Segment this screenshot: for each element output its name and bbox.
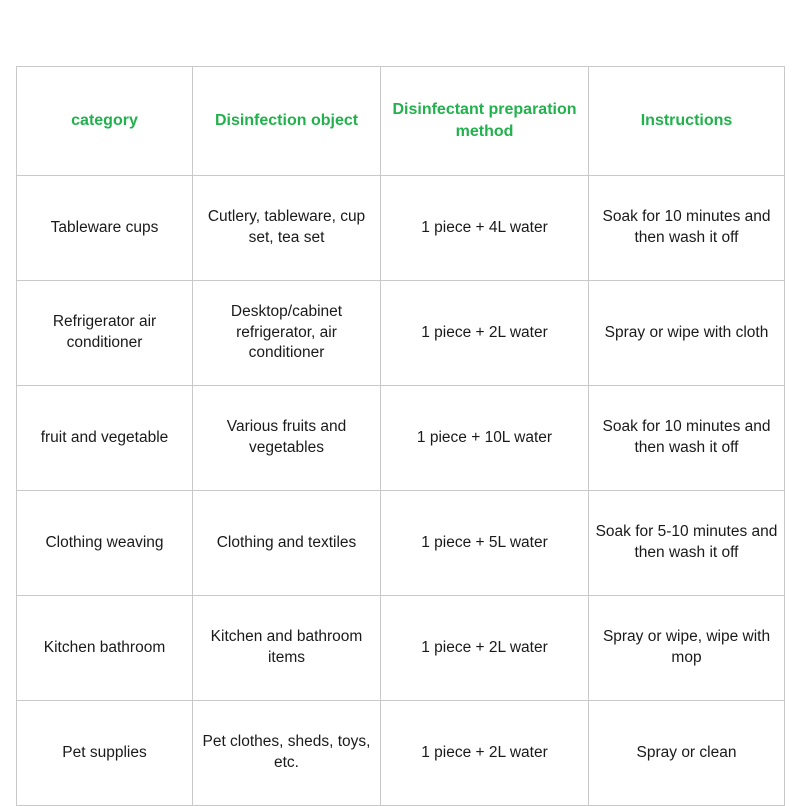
cell-preparation: 1 piece + 2L water — [381, 281, 589, 386]
table-header — [17, 67, 785, 176]
column-header-preparation-method: Disinfectant preparation method — [381, 67, 589, 176]
cell-object: Cutlery, tableware, cup set, tea set — [193, 176, 381, 281]
column-header-disinfection-object: Disinfection object — [193, 67, 381, 176]
table-row — [17, 281, 785, 386]
table-body — [17, 176, 785, 806]
cell-preparation: 1 piece + 4L water — [381, 176, 589, 281]
cell-object: Clothing and textiles — [193, 491, 381, 596]
disinfection-table-container — [16, 66, 784, 806]
cell-preparation: 1 piece + 10L water — [381, 386, 589, 491]
cell-category: Kitchen bathroom — [17, 596, 193, 701]
cell-object: Pet clothes, sheds, toys, etc. — [193, 701, 381, 806]
table-row — [17, 701, 785, 806]
cell-preparation: 1 piece + 5L water — [381, 491, 589, 596]
table-row — [17, 491, 785, 596]
cell-category: Pet supplies — [17, 701, 193, 806]
disinfection-table — [16, 66, 785, 806]
cell-instructions: Soak for 10 minutes and then wash it off — [589, 386, 785, 491]
cell-object: Kitchen and bathroom items — [193, 596, 381, 701]
cell-instructions: Soak for 10 minutes and then wash it off — [589, 176, 785, 281]
cell-object: Desktop/cabinet refrigerator, air conditioner — [193, 281, 381, 386]
cell-instructions: Spray or wipe with cloth — [589, 281, 785, 386]
table-row — [17, 386, 785, 491]
cell-preparation: 1 piece + 2L water — [381, 701, 589, 806]
cell-category: Refrigerator air conditioner — [17, 281, 193, 386]
table-header-row — [17, 67, 785, 176]
table-row — [17, 596, 785, 701]
table-row — [17, 176, 785, 281]
cell-category: Clothing weaving — [17, 491, 193, 596]
cell-category: Tableware cups — [17, 176, 193, 281]
cell-instructions: Spray or clean — [589, 701, 785, 806]
cell-instructions: Spray or wipe, wipe with mop — [589, 596, 785, 701]
cell-object: Various fruits and vegetables — [193, 386, 381, 491]
column-header-instructions: Instructions — [589, 67, 785, 176]
column-header-category: category — [17, 67, 193, 176]
cell-instructions: Soak for 5-10 minutes and then wash it off — [589, 491, 785, 596]
cell-category: fruit and vegetable — [17, 386, 193, 491]
cell-preparation: 1 piece + 2L water — [381, 596, 589, 701]
